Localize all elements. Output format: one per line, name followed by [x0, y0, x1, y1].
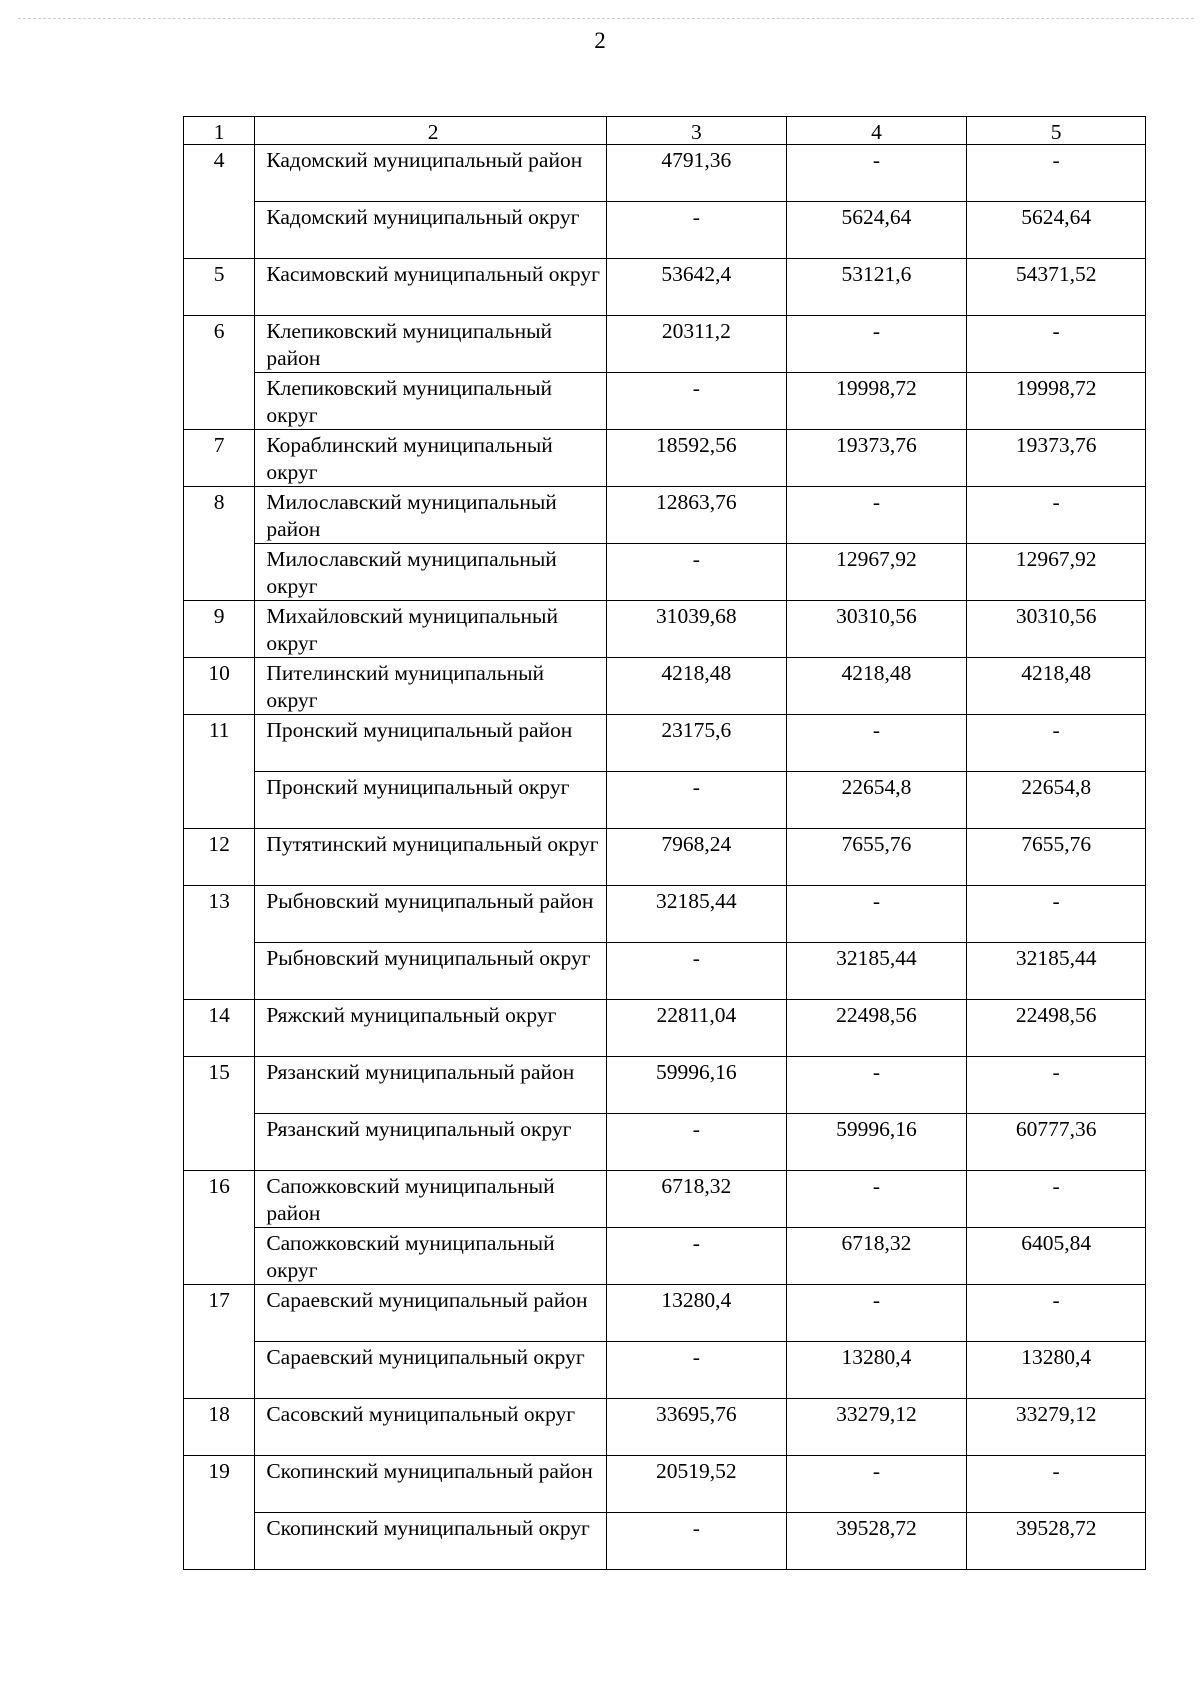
municipality-name: Рыбновский муниципальный район	[266, 889, 594, 913]
row-number-cell: 15	[184, 1057, 255, 1171]
table-row	[184, 886, 1146, 943]
municipality-name-cell	[255, 1057, 607, 1114]
table-row	[184, 601, 1146, 658]
table-row	[184, 145, 1146, 202]
value-cell-c3: -	[607, 772, 787, 829]
municipality-name-cell	[255, 202, 607, 259]
value-cell-c5: 32185,44	[967, 943, 1146, 1000]
value-cell-c4: -	[786, 1171, 967, 1228]
municipality-name: Сапожковский муниципальный округ	[266, 1231, 555, 1282]
page-number: 2	[594, 28, 606, 53]
table-row	[184, 202, 1146, 259]
header-cell: 2	[255, 117, 607, 145]
municipality-name-cell	[255, 487, 607, 544]
table-row	[184, 1399, 1146, 1456]
row-number-cell: 14	[184, 1000, 255, 1057]
municipality-name: Пронский муниципальный округ	[266, 775, 570, 799]
value-cell-c4: 19373,76	[786, 430, 967, 487]
table-row	[184, 1342, 1146, 1399]
table-row	[184, 1114, 1146, 1171]
municipality-name-cell	[255, 1285, 607, 1342]
municipality-name: Милославский муниципальный округ	[266, 547, 557, 598]
municipality-name-cell	[255, 601, 607, 658]
value-cell-c5: 4218,48	[967, 658, 1146, 715]
table-row	[184, 1456, 1146, 1513]
value-cell-c4: 39528,72	[786, 1513, 967, 1570]
value-cell-c5: -	[967, 1057, 1146, 1114]
row-number-cell: 4	[184, 145, 255, 259]
table-row	[184, 487, 1146, 544]
value-cell-c3: 18592,56	[607, 430, 787, 487]
value-cell-c3: -	[607, 1114, 787, 1171]
municipality-name-cell	[255, 1399, 607, 1456]
row-number-cell: 17	[184, 1285, 255, 1399]
value-cell-c3: -	[607, 1513, 787, 1570]
header-cell: 3	[607, 117, 787, 145]
municipality-name-cell	[255, 145, 607, 202]
data-table	[183, 116, 1146, 1570]
value-cell-c3: -	[607, 1342, 787, 1399]
value-cell-c3: 20519,52	[607, 1456, 787, 1513]
municipality-name: Кадомский муниципальный округ	[266, 205, 580, 229]
table-row	[184, 430, 1146, 487]
value-cell-c4: -	[786, 145, 967, 202]
value-cell-c3: -	[607, 943, 787, 1000]
row-number-cell: 16	[184, 1171, 255, 1285]
value-cell-c3: 59996,16	[607, 1057, 787, 1114]
value-cell-c4: 5624,64	[786, 202, 967, 259]
value-cell-c3: 32185,44	[607, 886, 787, 943]
value-cell-c3: -	[607, 202, 787, 259]
municipality-name-cell	[255, 544, 607, 601]
table-row	[184, 259, 1146, 316]
value-cell-c3: 6718,32	[607, 1171, 787, 1228]
value-cell-c5: -	[967, 715, 1146, 772]
table-row	[184, 772, 1146, 829]
value-cell-c5: 54371,52	[967, 259, 1146, 316]
value-cell-c3: -	[607, 544, 787, 601]
value-cell-c4: 19998,72	[786, 373, 967, 430]
row-number-cell: 13	[184, 886, 255, 1000]
value-cell-c4: 22498,56	[786, 1000, 967, 1057]
value-cell-c3: 7968,24	[607, 829, 787, 886]
municipality-name-cell	[255, 1456, 607, 1513]
table-row	[184, 1171, 1146, 1228]
value-cell-c5: -	[967, 316, 1146, 373]
municipality-name: Сапожковский муниципальный район	[266, 1174, 555, 1225]
scan-edge-line	[18, 18, 1194, 20]
municipality-name-cell	[255, 259, 607, 316]
municipality-name: Пителинский муниципальный округ	[266, 661, 545, 712]
value-cell-c3: 13280,4	[607, 1285, 787, 1342]
municipality-name: Рязанский муниципальный район	[266, 1060, 575, 1084]
value-cell-c5: 60777,36	[967, 1114, 1146, 1171]
value-cell-c5: 19998,72	[967, 373, 1146, 430]
municipality-name: Сараевский муниципальный округ	[266, 1345, 585, 1369]
value-cell-c5: 12967,92	[967, 544, 1146, 601]
municipality-name-cell	[255, 1000, 607, 1057]
value-cell-c4: 7655,76	[786, 829, 967, 886]
value-cell-c5: -	[967, 886, 1146, 943]
row-number-cell: 19	[184, 1456, 255, 1570]
value-cell-c5: 13280,4	[967, 1342, 1146, 1399]
municipality-name-cell	[255, 715, 607, 772]
value-cell-c4: 4218,48	[786, 658, 967, 715]
table-header-row	[184, 117, 1146, 145]
value-cell-c5: 33279,12	[967, 1399, 1146, 1456]
value-cell-c4: 53121,6	[786, 259, 967, 316]
municipality-name-cell	[255, 1228, 607, 1285]
value-cell-c3: 53642,4	[607, 259, 787, 316]
value-cell-c4: 32185,44	[786, 943, 967, 1000]
municipality-name-cell	[255, 1513, 607, 1570]
value-cell-c4: -	[786, 715, 967, 772]
value-cell-c3: 31039,68	[607, 601, 787, 658]
table-row	[184, 373, 1146, 430]
value-cell-c3: 4218,48	[607, 658, 787, 715]
municipality-name-cell	[255, 316, 607, 373]
table-row	[184, 1000, 1146, 1057]
value-cell-c5: -	[967, 1171, 1146, 1228]
municipality-name: Скопинский муниципальный округ	[266, 1516, 590, 1540]
header-cell: 4	[786, 117, 967, 145]
value-cell-c4: 33279,12	[786, 1399, 967, 1456]
value-cell-c4: -	[786, 886, 967, 943]
row-number-cell: 7	[184, 430, 255, 487]
value-cell-c4: -	[786, 1456, 967, 1513]
municipality-name: Пронский муниципальный район	[266, 718, 573, 742]
row-number-cell: 11	[184, 715, 255, 829]
municipality-name: Путятинский муниципальный округ	[266, 832, 599, 856]
municipality-name: Кадомский муниципальный район	[266, 148, 583, 172]
municipality-name: Скопинский муниципальный район	[266, 1459, 593, 1483]
row-number-cell: 5	[184, 259, 255, 316]
row-number-cell: 8	[184, 487, 255, 601]
municipality-name-cell	[255, 1171, 607, 1228]
value-cell-c5: -	[967, 1456, 1146, 1513]
municipality-name: Клепиковский муниципальный округ	[266, 376, 553, 427]
value-cell-c5: -	[967, 145, 1146, 202]
municipality-name-cell	[255, 658, 607, 715]
header-cell: 5	[967, 117, 1146, 145]
value-cell-c5: -	[967, 1285, 1146, 1342]
row-number-cell: 18	[184, 1399, 255, 1456]
value-cell-c3: 23175,6	[607, 715, 787, 772]
municipality-name: Сасовский муниципальный округ	[266, 1402, 576, 1426]
value-cell-c5: 30310,56	[967, 601, 1146, 658]
value-cell-c4: 30310,56	[786, 601, 967, 658]
municipality-name: Милославский муниципальный район	[266, 490, 557, 541]
value-cell-c5: 6405,84	[967, 1228, 1146, 1285]
table-row	[184, 1228, 1146, 1285]
municipality-name-cell	[255, 1342, 607, 1399]
municipality-name-cell	[255, 886, 607, 943]
value-cell-c5: 5624,64	[967, 202, 1146, 259]
municipality-name-cell	[255, 772, 607, 829]
municipality-name: Ряжский муниципальный округ	[266, 1003, 557, 1027]
value-cell-c4: 12967,92	[786, 544, 967, 601]
table-row	[184, 715, 1146, 772]
value-cell-c5: 7655,76	[967, 829, 1146, 886]
municipality-name: Клепиковский муниципальный район	[266, 319, 553, 370]
municipality-name: Рязанский муниципальный округ	[266, 1117, 572, 1141]
value-cell-c4: -	[786, 316, 967, 373]
table-row	[184, 1285, 1146, 1342]
value-cell-c4: 59996,16	[786, 1114, 967, 1171]
value-cell-c3: 4791,36	[607, 145, 787, 202]
header-cell: 1	[184, 117, 255, 145]
value-cell-c3: 20311,2	[607, 316, 787, 373]
value-cell-c5: 22654,8	[967, 772, 1146, 829]
value-cell-c3: -	[607, 373, 787, 430]
row-number-cell: 9	[184, 601, 255, 658]
value-cell-c4: -	[786, 1285, 967, 1342]
value-cell-c4: 13280,4	[786, 1342, 967, 1399]
municipality-name-cell	[255, 430, 607, 487]
municipality-name: Кораблинский муниципальный округ	[266, 433, 553, 484]
row-number-cell: 6	[184, 316, 255, 430]
value-cell-c4: 6718,32	[786, 1228, 967, 1285]
table-row	[184, 1057, 1146, 1114]
table-row	[184, 658, 1146, 715]
value-cell-c5: -	[967, 487, 1146, 544]
value-cell-c3: 33695,76	[607, 1399, 787, 1456]
value-cell-c5: 22498,56	[967, 1000, 1146, 1057]
municipality-name-cell	[255, 373, 607, 430]
value-cell-c5: 39528,72	[967, 1513, 1146, 1570]
municipality-name: Михайловский муниципальный округ	[266, 604, 558, 655]
row-number-cell: 10	[184, 658, 255, 715]
value-cell-c5: 19373,76	[967, 430, 1146, 487]
value-cell-c3: 12863,76	[607, 487, 787, 544]
table-row	[184, 943, 1146, 1000]
table-row	[184, 316, 1146, 373]
value-cell-c4: -	[786, 487, 967, 544]
municipality-name: Касимовский муниципальный округ	[266, 262, 600, 286]
row-number-cell: 12	[184, 829, 255, 886]
value-cell-c3: -	[607, 1228, 787, 1285]
table-row	[184, 829, 1146, 886]
value-cell-c4: -	[786, 1057, 967, 1114]
municipality-name-cell	[255, 829, 607, 886]
municipality-name: Сараевский муниципальный район	[266, 1288, 588, 1312]
value-cell-c4: 22654,8	[786, 772, 967, 829]
value-cell-c3: 22811,04	[607, 1000, 787, 1057]
municipality-name: Рыбновский муниципальный округ	[266, 946, 591, 970]
table-row	[184, 1513, 1146, 1570]
municipality-name-cell	[255, 943, 607, 1000]
municipality-name-cell	[255, 1114, 607, 1171]
table-row	[184, 544, 1146, 601]
